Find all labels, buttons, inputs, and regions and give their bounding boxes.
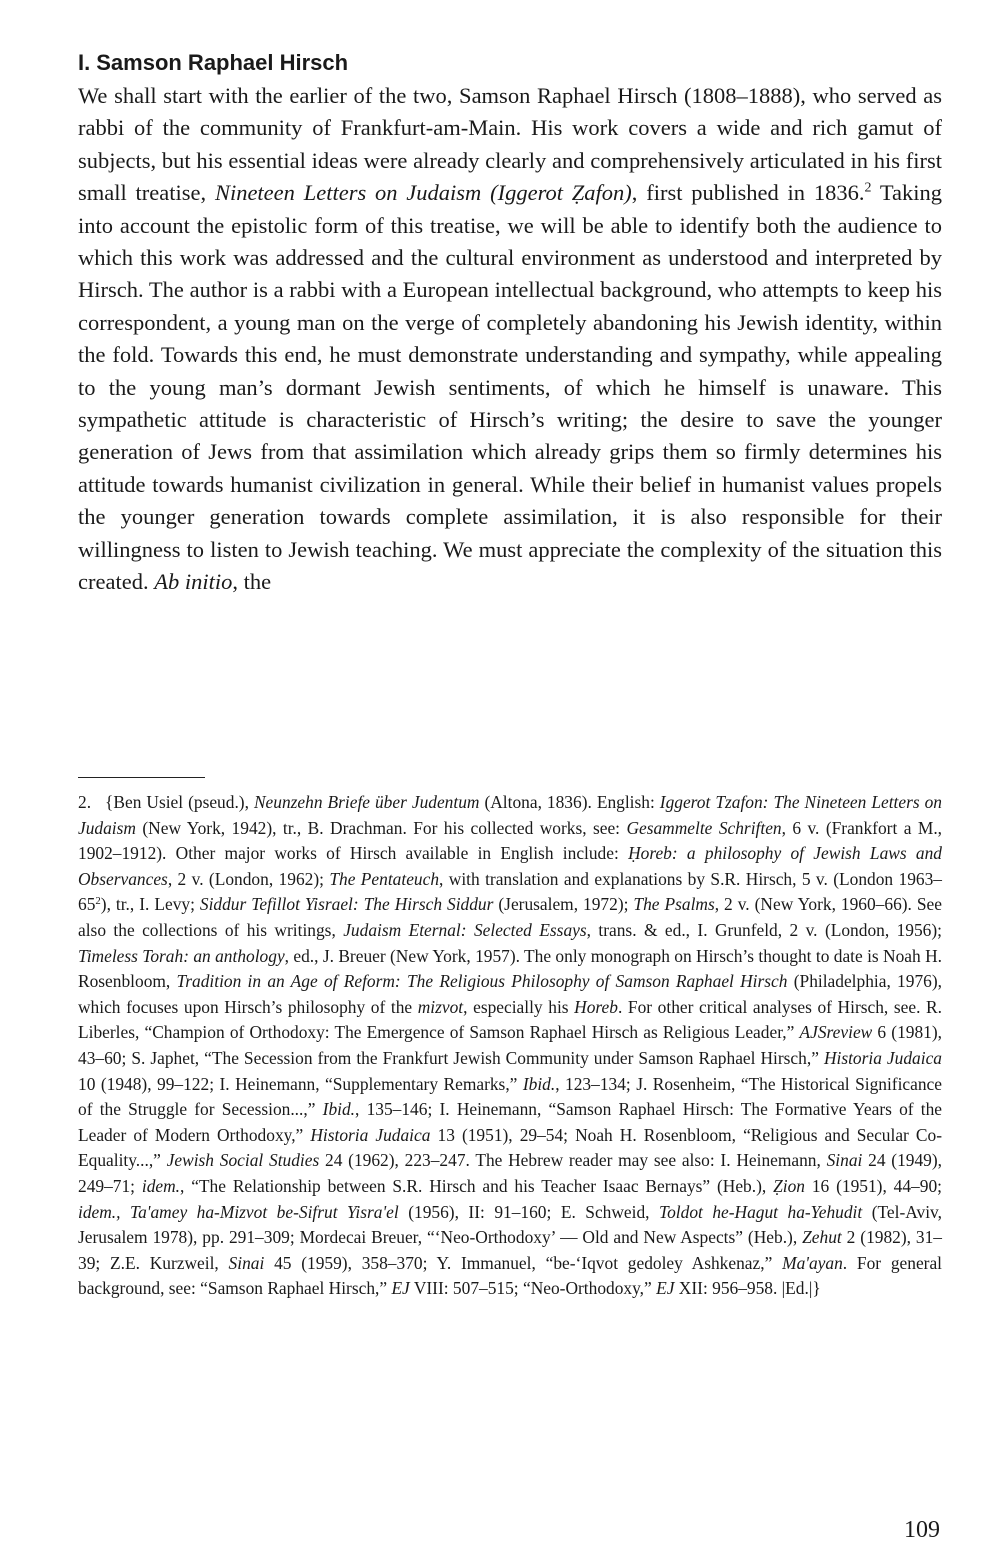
footnote-text: XII: 956–958. |Ed.|} — [674, 1278, 821, 1299]
footnote-text: (Jerusalem, 1972); — [493, 894, 634, 915]
footnote-italic-title: Neunzehn Briefe über Judentum — [253, 792, 480, 812]
footnote-text: , ed., J. Breuer (New York, 1957). The only monograph on Hirsch’s thought to date is Noah H. Rosenbloom, — [78, 945, 942, 992]
paragraph-text-3: , first published in 1836. — [631, 180, 865, 206]
footnote-italic-title: Gesammelte Schriften — [626, 817, 782, 838]
footnote-italic-title: Historia Judaica — [310, 1124, 431, 1145]
footnote-text: (1956), II: 91–160; E. Schweid, — [398, 1201, 660, 1222]
footnote — [78, 790, 942, 1302]
footnote-text: 6 (1981), 43–60; S. Japhet, “The Secession from the Frankfurt Jewish Community under Samson Raphael Hirsch,” — [78, 1022, 942, 1068]
footnote-italic-title: idem. — [141, 1175, 181, 1196]
footnote-text: , 2 v. (London, 1962); — [167, 868, 330, 889]
footnote-text: , 2 v. (New York, 1960–66). See also the collections of his writings, — [78, 894, 942, 940]
section-heading — [78, 50, 942, 76]
footnote-text: (New York, 1942), tr., B. Drachman. For his collected works, see: — [135, 817, 627, 838]
footnote-italic-title: mizvot — [417, 996, 464, 1017]
footnote-italic-title: Iggerot Tzafon: The Nineteen Letters on Judaism — [78, 792, 943, 838]
footnote-text: 10 (1948), 99–122; I. Heinemann, “Supplementary Remarks,” — [78, 1073, 523, 1094]
footnote-italic-title: Siddur Tefillot Yisrael: The Hirsch Siddur — [199, 894, 494, 915]
footnote-text: . For other critical analyses of Hirsch, see. R. Liberles, “Champion of Orthodoxy: The Emergence of Samson Raphael Hirsch as Religious Leader,” — [78, 996, 942, 1043]
footnote-text: {Ben Usiel (pseud.), — [105, 792, 254, 812]
footnote-italic-title: Sinai — [826, 1150, 863, 1171]
footnote-italic-title: Toldot he-Hagut ha-Yehudit — [659, 1201, 863, 1222]
footnote-text: , 6 v. (Frankfort a M., 1902–1912). Other major works of Hirsch available in English include: — [78, 817, 943, 864]
footnote-text: , “The Relationship between S.R. Hirsch and his Teacher Isaac Bernays” (Heb.), — [180, 1175, 774, 1196]
footnote-italic-title: Ma'ayan — [782, 1252, 843, 1273]
page-content — [78, 50, 942, 599]
paragraph-text-4: Taking into account the epistolic form of this treatise, we will be able to identify both the audience to which this work was addressed and the cultural environment as understood and interpreted by Hirsch. The author is a rabbi with a European intellectual background, who attempts to keep his correspondent, a young man on the verge of completely abandoning his Jewish identity, within the fold. Towards this end, he must demonstrate understanding and sympathy, while appealing to the young man’s dormant Jewish sentiments, of which he himself is unaware. This sympathetic attitude is characteristic of Hirsch’s writing; the desire to save the younger generation of Jews from that assimilation which already grips them so firmly determines his attitude towards humanist civilization in general. While their belief in humanist values propels the younger generation towards complete assimilation, it is also responsible for their willingness to listen to Jewish teaching. We must appreciate the complexity of the situation this created. — [78, 180, 943, 595]
footnote-number: 2. — [78, 792, 92, 812]
footnote-text: (Philadelphia, 1976), which focuses upon Hirsch’s philosophy of the — [78, 971, 942, 1017]
footnote-italic-title: Tradition in an Age of Reform: The Religious Philosophy of Samson Raphael Hirsch — [176, 971, 788, 992]
footnote-italic-title: idem., Ta'amey ha-Mizvot be-Sifrut Yisra'el — [78, 1201, 399, 1222]
footnote-italic-title: The Pentateuch — [329, 868, 440, 889]
footnote-italic-title: Historia Judaica — [823, 1047, 942, 1068]
footnote-text: 45 (1959), 358–370; Y. Immanuel, “be-‘Iqvot gedoley Ashkenaz,” — [264, 1252, 783, 1273]
footnote-text: 13 (1951), 29–54; Noah H. Rosenbloom, “Religious and Secular Co-Equality...,” — [78, 1124, 942, 1171]
footnote-italic-title: Horeb — [574, 996, 618, 1017]
footnote-text: , 135–146; I. Heinemann, “Samson Raphael Hirsch: The Formative Years of the Leader of Modern Orthodoxy,” — [78, 1099, 943, 1145]
footnote-italic-title: Ibid. — [322, 1099, 356, 1120]
footnote-italic-title: Judaism Eternal: Selected Essays — [343, 919, 587, 940]
footnote-text: . For general background, see: “Samson Raphael Hirsch,” — [78, 1252, 943, 1299]
footnote-text: ), tr., I. Levy; — [100, 894, 200, 915]
footnote-italic-title: Jewish Social Studies — [166, 1150, 320, 1171]
footnote-italic-title: Timeless Torah: an anthology — [78, 945, 285, 966]
footnote-text: VIII: 507–515; “Neo-Orthodoxy,” — [409, 1278, 657, 1299]
page-number: 109 — [904, 1517, 940, 1543]
footnote-italic-title: The Psalms — [633, 894, 715, 915]
book-title-italic: Nineteen Letters on Judaism — [214, 180, 482, 206]
footnote-text: 24 (1949), 249–71; — [78, 1150, 942, 1196]
footnote-text: , 123–134; J. Rosenheim, “The Historical Significance of the Struggle for Secession...,” — [78, 1073, 942, 1120]
footnote-text: (Tel-Aviv, Jerusalem 1978), pp. 291–309; Mordecai Breuer, “‘Neo-Orthodoxy’ — Old and New Aspects” (Heb.), — [78, 1201, 942, 1248]
footnote-reference[interactable]: 2 — [864, 180, 872, 196]
footnote-italic-title: EJ — [656, 1278, 675, 1299]
footnote-italic-title: Ḥoreb: a philosophy of Jewish Laws and Observances — [78, 843, 942, 889]
hebrew-title-italic: (Iggerot Ẓafon) — [490, 180, 632, 206]
body-paragraph — [78, 80, 942, 599]
footnote-italic-title: Ẓion — [773, 1175, 805, 1196]
footnote-divider — [78, 777, 205, 778]
footnote-text: , trans. & ed., I. Grunfeld, 2 v. (London, 1956); — [586, 919, 942, 940]
paragraph-text-5: , the — [232, 569, 272, 595]
section-title: Samson Raphael Hirsch — [96, 50, 349, 75]
footnote-text: 2 (1982), 31–39; Z.E. Kurzweil, — [78, 1227, 942, 1273]
footnote-superscript: 2 — [95, 895, 101, 908]
section-number: I. — [78, 50, 91, 75]
ab-initio-italic: Ab initio — [154, 569, 233, 595]
footnote-text: , especially his — [463, 996, 575, 1017]
paragraph-text-2 — [481, 180, 490, 205]
footnote-italic-title: Zehut — [802, 1227, 842, 1248]
footnote-italic-title: AJSreview — [799, 1022, 873, 1043]
footnote-text: 16 (1951), 44–90; — [805, 1175, 942, 1196]
footnote-text: 24 (1962), 223–247. The Hebrew reader may see also: I. Heinemann, — [319, 1150, 827, 1171]
paragraph-text-1: We shall start with the earlier of the two, Samson Raphael Hirsch (1808–1888), who served as rabbi of the community of Frankfurt-am-Main. His work covers a wide and rich gamut of subjects, but his essential ideas were already clearly and comprehensively articulated in his first small treatise, — [78, 83, 942, 206]
footnote-text: (Altona, 1836). English: — [479, 792, 660, 812]
footnote-italic-title: Sinai — [228, 1252, 265, 1273]
footnote-italic-title: Ibid. — [522, 1073, 556, 1094]
footnote-italic-title: EJ — [391, 1278, 410, 1299]
footnote-text: , with translation and explanations by S.R. Hirsch, 5 v. (London 1963–65 — [78, 868, 942, 915]
